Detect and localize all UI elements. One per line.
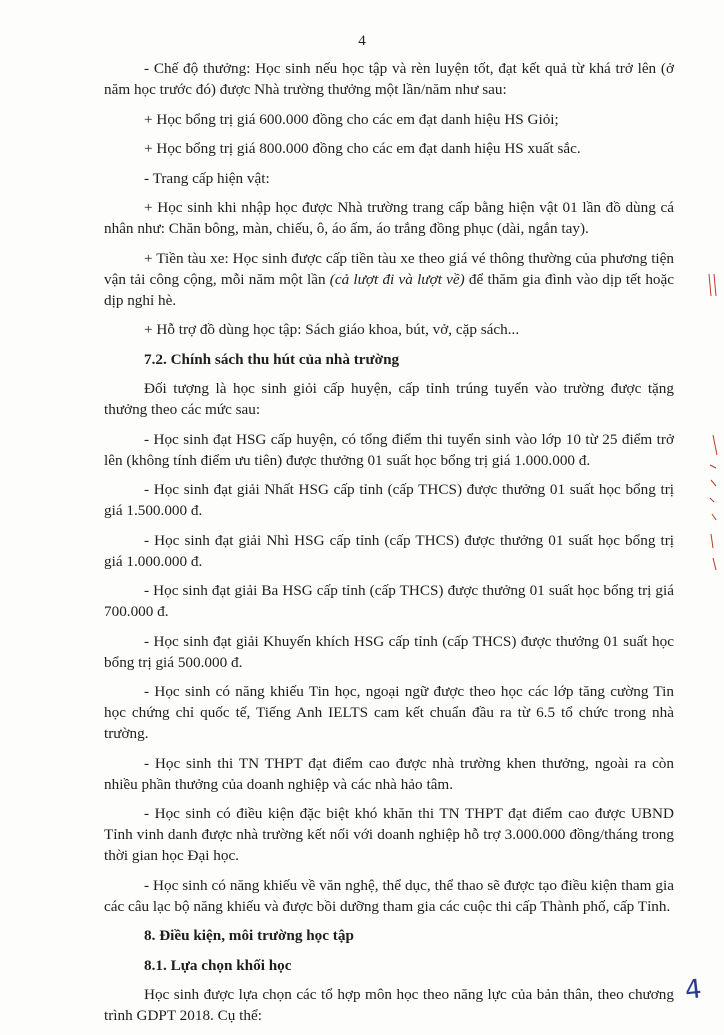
consolation-prize-paragraph: - Học sinh đạt giải Khuyến khích HSG cấp tỉnh (cấp THCS) được thưởng 01 suất học bổng trị giá 500.000 đ. bbox=[104, 632, 674, 671]
handwritten-page-mark: 4 bbox=[683, 974, 704, 1006]
in-kind-support-heading: - Trang cấp hiện vật: bbox=[144, 169, 270, 187]
section-8-heading: 8. Điều kiện, môi trường học tập bbox=[144, 927, 354, 944]
document-body bbox=[104, 58, 674, 1035]
talent-club-paragraph: - Học sinh có năng khiếu về văn nghệ, thể dục, thể thao sẽ được tạo điều kiện tham gia các câu lạc bộ năng khiếu và được bồi dưỡng tham gia các cuộc thi cấp Thành phố, cấp Tỉnh. bbox=[104, 876, 674, 915]
section-8-1-heading: 8.1. Lựa chọn khối học bbox=[144, 956, 292, 974]
it-language-paragraph: - Học sinh có năng khiếu Tin học, ngoại ngữ được theo học các lớp tăng cường Tin học chứng chỉ quốc tế, Tiếng Anh IELTS cam kết chuẩn đầu ra từ 6.5 tổ chức trong nhà trường. bbox=[104, 683, 674, 742]
scholarship-excellent-item: + Học bổng trị giá 800.000 đồng cho các em đạt danh hiệu HS xuất sắc. bbox=[144, 140, 581, 157]
eligible-students-paragraph: Đối tượng là học sinh giỏi cấp huyện, cấp tỉnh trúng tuyển vào trường được tặng thưởng theo các mức sau: bbox=[104, 380, 674, 418]
page-number: 4 bbox=[358, 33, 366, 49]
third-prize-paragraph: - Học sinh đạt giải Ba HSG cấp tỉnh (cấp THCS) được thưởng 01 suất học bổng trị giá 700.000 đ. bbox=[104, 582, 674, 620]
travel-allowance-paragraph bbox=[104, 248, 674, 311]
scholarship-good-item: + Học bổng trị giá 600.000 đồng cho các em đạt danh hiệu HS Giỏi; bbox=[144, 110, 559, 128]
school-supplies-paragraph: + Hỗ trợ đồ dùng học tập: Sách giáo khoa, bút, vở, cặp sách... bbox=[144, 321, 520, 338]
reward-policy-paragraph: - Chế độ thưởng: Học sinh nếu học tập và rèn luyện tốt, đạt kết quả từ khá trở lên (ở năm học trước đó) được Nhà trường thưởng một lần/năm như sau: bbox=[104, 60, 674, 98]
subject-choice-paragraph: Học sinh được lựa chọn các tổ hợp môn học theo năng lực của bản thân, theo chương trình GDPT 2018. Cụ thể: bbox=[104, 986, 674, 1024]
travel-text-pre: + Tiền tàu xe: Học sinh được cấp tiền tàu xe theo giá vé thông thường của phương tiện vận tải công cộng, mỗi năm một lần bbox=[104, 249, 674, 288]
in-kind-items-paragraph: + Học sinh khi nhập học được Nhà trường trang cấp bằng hiện vật 01 lần đồ dùng cá nhân như: Chăn bông, màn, chiếu, ô, áo ấm, áo trắng đồng phục (dài, ngắn tay). bbox=[104, 199, 674, 237]
travel-text-post: để thăm gia đình vào dịp tết hoặc dịp nghỉ hè. bbox=[104, 270, 674, 309]
hardship-support-paragraph: - Học sinh có điều kiện đặc biệt khó khăn thi TN THPT đạt điểm cao được UBND Tỉnh vinh danh được nhà trường kết nối với doanh nghiệp hỗ trợ 3.000.000 đồng/tháng trong thời gian học Đại học. bbox=[104, 805, 674, 864]
second-prize-paragraph: - Học sinh đạt giải Nhì HSG cấp tỉnh (cấp THCS) được thưởng 01 suất học bổng trị giá 1.000.000 đ. bbox=[104, 531, 674, 570]
district-award-paragraph: - Học sinh đạt HSG cấp huyện, có tổng điểm thi tuyển sinh vào lớp 10 từ 25 điểm trở lên (không tính điểm ưu tiên) được thưởng 01 suất học bổng trị giá 1.000.000 đ. bbox=[104, 430, 674, 469]
travel-text-italic: (cả lượt đi và lượt về) bbox=[329, 270, 465, 288]
first-prize-paragraph: - Học sinh đạt giải Nhất HSG cấp tỉnh (cấp THCS) được thưởng 01 suất học bổng trị giá 1.500.000 đ. bbox=[104, 481, 674, 519]
exam-reward-paragraph: - Học sinh thi TN THPT đạt điểm cao được nhà trường khen thưởng, ngoài ra còn nhiều phần thưởng của doanh nghiệp và các nhà hảo tâm. bbox=[104, 754, 674, 793]
section-7-2-heading: 7.2. Chính sách thu hút của nhà trường bbox=[144, 350, 400, 368]
margin-pen-marks bbox=[704, 430, 722, 580]
margin-pen-marks-top bbox=[706, 272, 720, 298]
